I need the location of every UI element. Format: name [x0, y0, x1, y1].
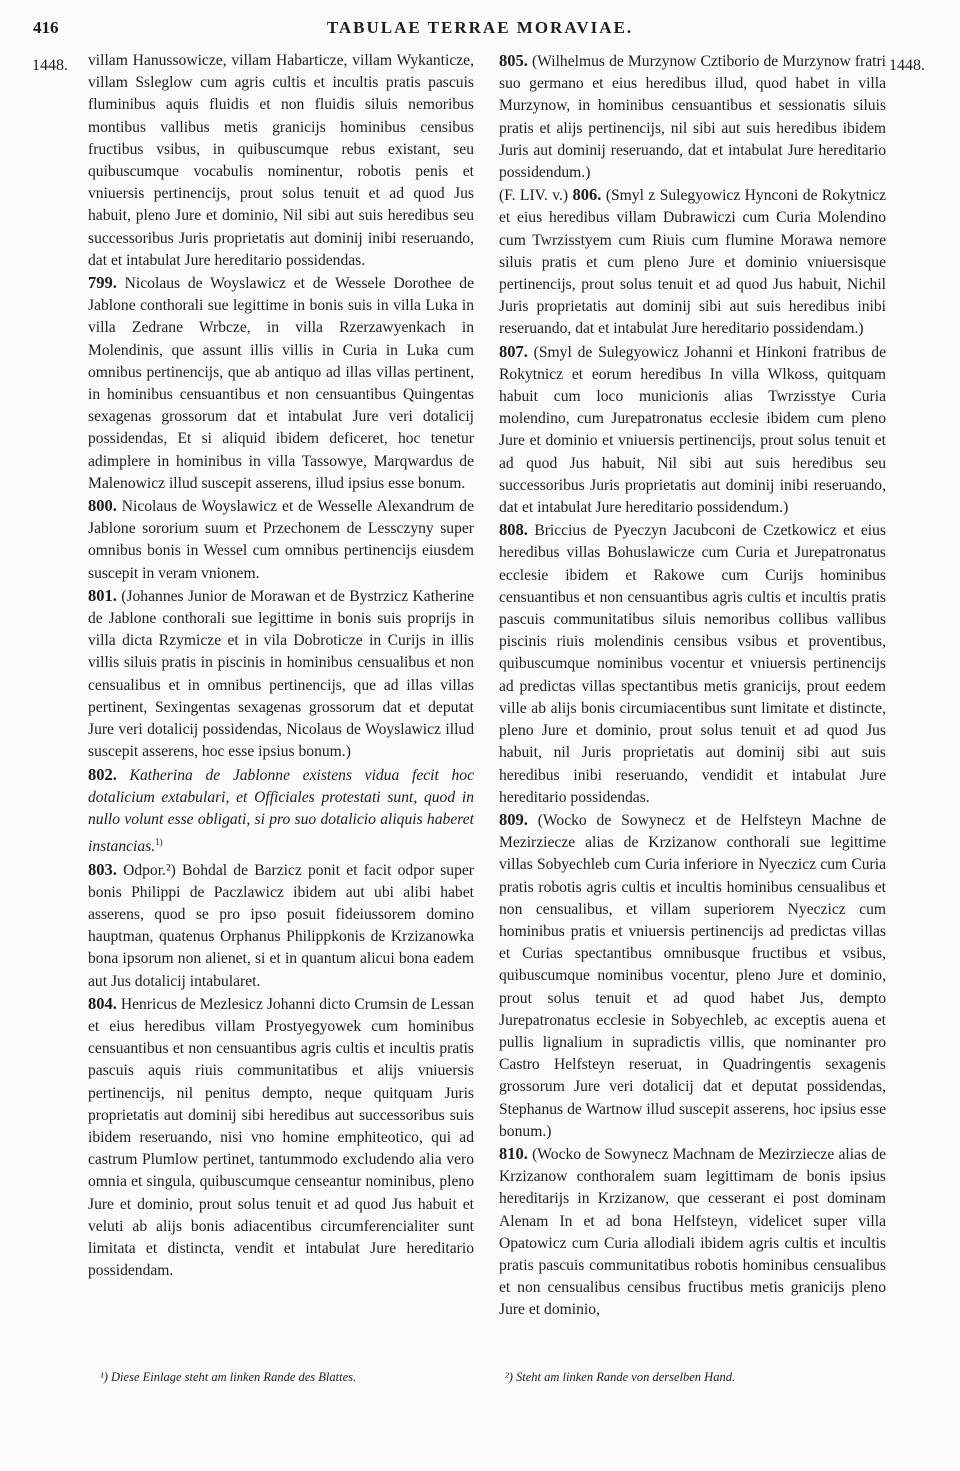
entry-804: [88, 993, 474, 1283]
entry-number: 802.: [88, 764, 117, 784]
entry-800: [88, 495, 474, 585]
entry-number: 800.: [88, 496, 117, 516]
entry-805: [499, 50, 886, 184]
entry-801: [88, 585, 474, 764]
footnote-marker: 1): [155, 837, 163, 848]
entry-number: 809.: [499, 809, 528, 829]
entry-number: 808.: [499, 520, 528, 540]
margin-year-left: 1448.: [32, 57, 68, 74]
margin-year-right: 1448.: [889, 57, 925, 74]
entry-number: 805.: [499, 51, 528, 70]
entry-text: (Wocko de Sowynecz et de Helfsteyn Machne de Mezirziecze alias de Krzizanow conthorali sue legittime villas Sobyechleb cum Curia inferiore in Nyeczicz cum Curia pratis robotis agris cultis et incultis hominibus censualibus et non censualibus, et villam superiorem Nyeczicz cum hominibus pratis et vniuersis pertinencijs ad predictas villas et Curias spectantibus omnibusque fructibus et vsibus, quibuscumque nominibus vocentur, pleno Jure et dominio, prout solus tenuit et ad quod habet Jus, dempto Jurepatronatus ecclesie in Sobyechleb, ac exceptis auena et pullis lignalium in supradictis villis, que nominanter pro Castro Helfsteyn reseruat, in Quadringentis sexagenis grossorum Jure veri dotalicij dat et deputat possidendas, Stephanus de Wartnow illud suscepit asserens, hoc ipsius esse bonum.): [499, 811, 886, 1140]
entry-809: [499, 809, 886, 1143]
entry-text: Odpor.²) Bohdal de Barzicz ponit et facit odpor super bonis Philippi de Paczlawicz ibidem aut ubi alibi habet asserens, quod se pro ipso posuit fideiussorem domino hauptman, quatenus Orphanus Philippkonis de Krzizanowka bona ipsorum non alienet, si et in quantum alicui bona eadem aut Jus dotalicij intabularet.: [88, 861, 474, 990]
entry-text: Henricus de Mezlesicz Johanni dicto Crumsin de Lessan et eius heredibus villam Prostyegyowek cum hominibus censuantibus et non censuantibus agris cultis et incultis pratis pascuis aquis riuis communitatibus et alijs vniuersis pertinencijs, nil penitus dempto, neque quitquam Juris proprietatis aut dominij sibi heredibus aut successoribus suis ibidem reseruando, nisi vno homine emphiteotico, qui ad castrum Plumlow pertinet, tantummodo excludendo alia vero omnia et singula, quibuscumque censeantur nominibus, pleno Jure et dominio, prout solus tenuit et ad quod Jus habuit et veluti ab alijs bonis adiacentibus circumferencialiter sunt limitata et distincta, vendit et intabulat Jure hereditario possidendam.: [88, 995, 474, 1280]
entry-text: Nicolaus de Woyslawicz et de Wesselle Alexandrum de Jablone sororium suum et Przechonem de Lessczyny super omnibus bonis in Wessel cum omnibus pertinencijs eiusdem suscepit in veram vnionem.: [88, 498, 474, 582]
entry-text: (Smyl z Sulegyowicz Hynconi de Rokytnicz et eius heredibus villam Dubrawiczi cum Curia Molendino cum Twrzisstyem cum Riuis cum flumine Morawa nemore siluis pratis et cum pleno Jure et dominio vniuersisque pertinencijs, prout solus tenuit et ad quod Jus habuit, Nichil Juris proprietatis aut dominij sibi aut suis heredibus inibi reseruando, dat et intabulat Jure hereditario possidendam.): [499, 187, 887, 338]
entry-text: villam Hanussowicze, villam Habarticze, villam Wykanticze, villam Ssleglow cum agris cultis et incultis pratis pascuis fluminibus aquis fluidis et non fluidis siluis nemoribus montibus vallibus metis granicijs hominibus censibus fructibus vsibus, in quibuscumque rebus existant, seu quibuscumque vocabulis nominentur, robotis penis et vniuersis pertinencijs, prout solus tenuit et ad quod Jus habuit, pleno Jure et dominio, Nil sibi aut suis heredibus seu successoribus Juris proprietatis aut dominij inibi reseruando, dat et intabulat Jure hereditario possidendas.: [88, 52, 474, 269]
entry-799: [88, 272, 474, 495]
folio-reference: (F. LIV. v.): [499, 187, 573, 205]
entry-text: Katherina de Jablonne existens vidua fecit hoc dotalicium extabulari, et Officiales protestati sunt, quod in nullo volunt esse obligati, si pro suo dotalicio aliquis haberet instancias.: [88, 766, 474, 856]
entry-text: Nicolaus de Woyslawicz et de Wessele Dorothee de Jablone conthorali sue legittime in bonis suis in villa Luka in villa Zedrane Wrbcze, in villa Rzerzawyenkach in Molendinis, que assunt illis villis in Curia in Luka cum omnibus pertinencijs, que ab antiquo ad illas villas pertinent, in hominibus censuantibus et non censuantibus Quingentas sexagenas grossorum dat et intabulat Jure veri dotalicij possidendas, Et si aliquid ibidem deficeret, hoc tenetur adimplere in hominibus in villa Tassowye, Marqwardus de Malenowicz illud suscepit asserens, illud ipsius esse bonum.: [88, 275, 474, 492]
entry-text: (Wocko de Sowynecz Machnam de Mezirziecze alias de Krzizanow conthoralem suam legittimam de bonis ipsius hereditarijs in Krzizanow, que cesserant ei post dominam Alenam In et ad bona Helfsteyn, videlicet super villa Opatowicz cum Curia allodiali ibidem agris cultis et incultis pratis pascuis communitatibus robotis hominibus censualibus et non censualibus censibus fructibus metis granicijs pleno Jure et dominio,: [499, 1145, 886, 1319]
entry-text: (Smyl de Sulegyowicz Johanni et Hinkoni fratribus de Rokytnicz et eorum heredibus In villa Wlkoss, quitquam habuit cum loco municionis alias Twrzisstye Curia molendino, cum Jurepatronatus ecclesie ibidem cum pleno Jure et dominio et vniuersis pertinencijs, prout solus tenuit et ad quod Jus habuit, Nil sibi aut suis heredibus seu successoribus Juris proprietatis aut dominij inibi reseruando, dat et intabulat Jure hereditario possidendum.): [499, 343, 886, 517]
entry-806: [499, 184, 886, 340]
running-title: TABULAE TERRAE MORAVIAE.: [326, 18, 634, 37]
entry-number: 799.: [88, 273, 117, 293]
entry-810: [499, 1143, 886, 1322]
entry-continuation: [88, 50, 474, 272]
entry-number: 807.: [499, 341, 528, 361]
entry-number: 801.: [88, 585, 117, 605]
entry-number: 806.: [572, 185, 602, 205]
entry-text: Briccius de Pyeczyn Jacubconi de Czetkowicz et eius heredibus villas Bohuslawicze cum Curia et Jurepatronatus ecclesie ibidem et Rakowe cum Curijs hominibus censuantibus et non censuantibus agris cultis et incultis pratis pascuis communitatibus siluis nemoribus collibus vallibus piscinis riuis molendinis censibus vsibus et proventibus, quibuscumque nominibus vocentur et vniuersis pertinencijs ad predictas villas spectantibus metis granicijs, prout eedem ville ab alijs bonis circumiacentibus sunt limitate et distincte, pleno Jure et dominio, prout solus tenuit et ad quod Jus habuit, nil Juris proprietatis aut dominij sibi aut suis heredibus inibi reseruando, vendidit et intabulat Jure hereditario possidendas.: [499, 522, 886, 806]
entry-number: 804.: [88, 993, 117, 1013]
left-column: [88, 50, 474, 1282]
entry-807: [499, 341, 886, 520]
footnote-1: ¹) Diese Einlage steht am linken Rande des Blattes.: [100, 1370, 357, 1384]
footnote-2: ²) Steht am linken Rande von derselben Hand.: [505, 1370, 736, 1384]
page-number: 416: [33, 18, 59, 37]
entry-text: (Johannes Junior de Morawan et de Bystrzicz Katherine de Jablone conthorali sue legittime in bonis suis proprijs in villa dicta Rzymicze et in vila Dobroticze in Curijs in illis villis siluis pratis in piscinis in hominibus censualibus et non censualibus et in omnibus pertinencijs, que ad illas villas pertinent, Sexingentas sexagenas grossorum dat et deputat Jure veri dotalicij possidendas, Nicolaus de Woyslawicz illud suscepit asserens, hoc esse ipsius bonum.): [88, 587, 474, 761]
entry-808: [499, 519, 886, 809]
entry-number: 803.: [88, 859, 117, 879]
entry-number: 810.: [499, 1143, 528, 1163]
right-column: [499, 50, 886, 1322]
page-header: [0, 18, 960, 44]
entry-802: [88, 764, 474, 859]
entry-803: [88, 859, 474, 993]
entry-text: (Wilhelmus de Murzynow Cztiborio de Murzynow fratri suo germano et eius heredibus illud, quod habet in villa Murzynow, in hominibus censuantibus et sessionatis siluis pratis et alijs pertinencijs, nil sibi aut suis heredibus ibidem Juris aut dominij reseruando, dat et intabulat Jure hereditario possidendum.): [499, 53, 886, 182]
